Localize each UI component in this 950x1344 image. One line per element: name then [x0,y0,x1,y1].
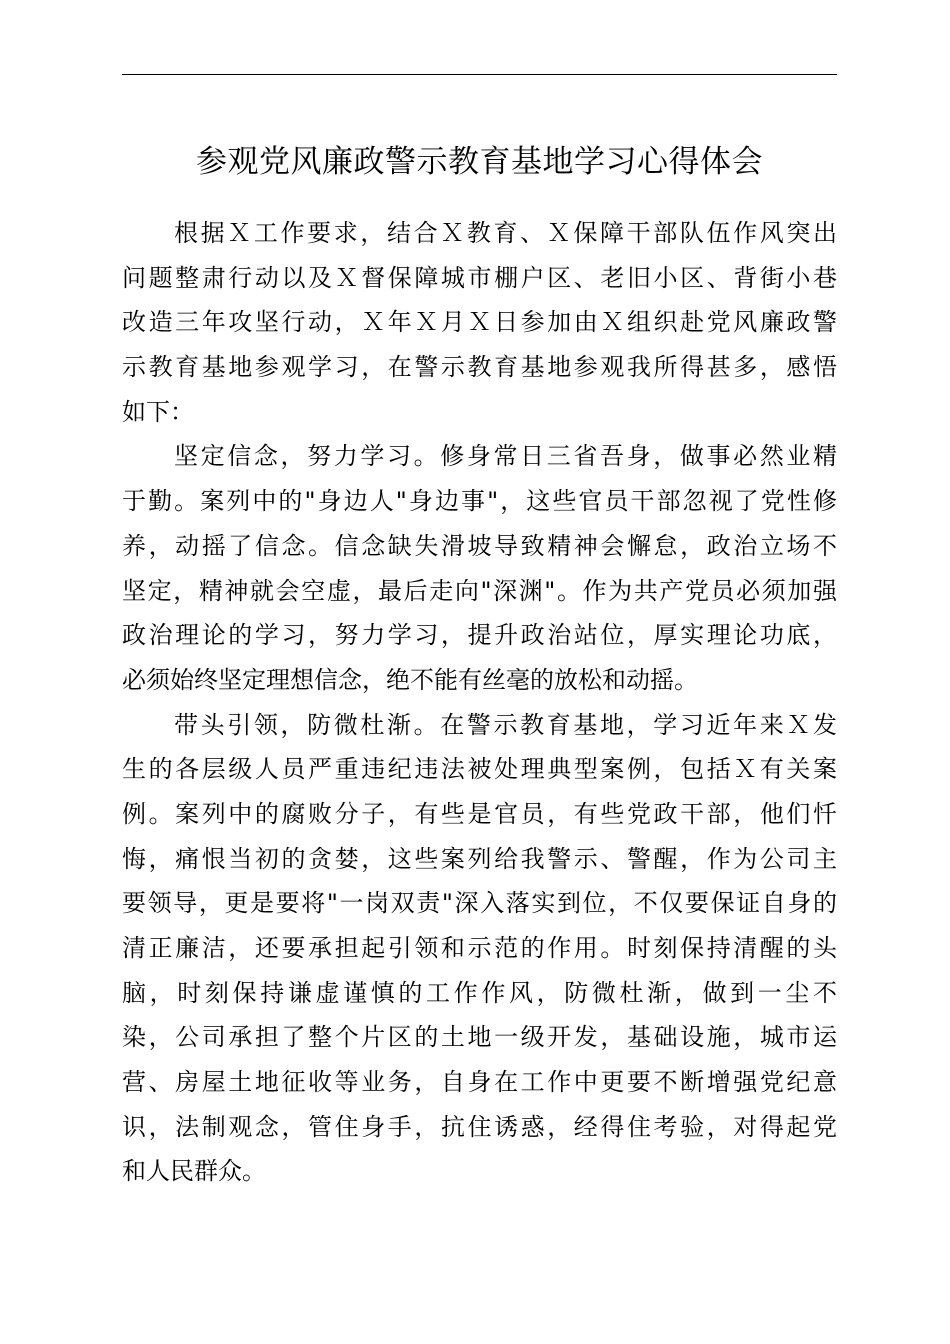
paragraph-line: 必须始终坚定理想信念，绝不能有丝毫的放松和动摇。 [122,665,698,694]
paragraph-line: 染，公司承担了整个片区的土地一级开发，基础设施，城市运 [122,1023,837,1052]
paragraph-line: 带头引领，防微杜渐。在警示教育基地，学习近年来Ｘ发 [174,710,837,739]
paragraph-2 [122,434,837,702]
paragraph-line: 示教育基地参观学习，在警示教育基地参观我所得甚多，感悟 [122,353,837,382]
paragraph-line: 问题整肃行动以及Ｘ督保障城市棚户区、老旧小区、背街小巷 [122,263,837,292]
paragraph-line: 政治理论的学习，努力学习，提升政治站位，厚实理论功底， [122,621,837,650]
document-title: 参观党风廉政警示教育基地学习心得体会 [196,144,763,180]
paragraph-line: 养，动摇了信念。信念缺失滑坡导致精神会懈怠，政治立场不 [122,531,837,560]
paragraph-line: 根据Ｘ工作要求，结合Ｘ教育、Ｘ保障干部队伍作风突出 [174,219,837,247]
paragraph-line: 识，法制观念，管住身手，抗住诱惑，经得住考验，对得起党 [122,1112,837,1141]
paragraph-line: 营、房屋土地征收等业务，自身在工作中更要不断增强党纪意 [122,1068,837,1097]
paragraph-line: 改造三年攻坚行动，Ｘ年Ｘ月Ｘ日参加由Ｘ组织赴党风廉政警 [122,308,837,337]
paragraph-1 [122,211,837,434]
paragraph-3 [122,703,837,1195]
document-body [122,211,837,1194]
paragraph-line: 例。案列中的腐败分子，有些是官员，有些党政干部，他们忏 [122,799,837,828]
paragraph-line: 脑，时刻保持谦虚谨慎的工作作风，防微杜渐，做到一尘不 [122,978,837,1007]
paragraph-line: 要领导，更是要将"一岗双责"深入落实到位，不仅要保证自身的 [122,889,837,918]
paragraph-line: 生的各层级人员严重违纪违法被处理典型案例，包括Ｘ有关案 [122,755,837,784]
paragraph-line: 坚定信念，努力学习。修身常日三省吾身，做事必然业精 [174,442,837,471]
paragraph-line: 坚定，精神就会空虚，最后走向"深渊"。作为共产党员必须加强 [122,576,837,605]
header-rule [122,74,837,75]
paragraph-line: 清正廉洁，还要承担起引领和示范的作用。时刻保持清醒的头 [122,934,837,962]
paragraph-line: 悔，痛恨当初的贪婪，这些案列给我警示、警醒，作为公司主 [122,844,837,873]
paragraph-line: 如下： [122,397,194,426]
paragraph-line: 于勤。案列中的"身边人"身边事"，这些官员干部忽视了党性修 [122,487,837,516]
paragraph-line: 和人民群众。 [122,1157,266,1186]
